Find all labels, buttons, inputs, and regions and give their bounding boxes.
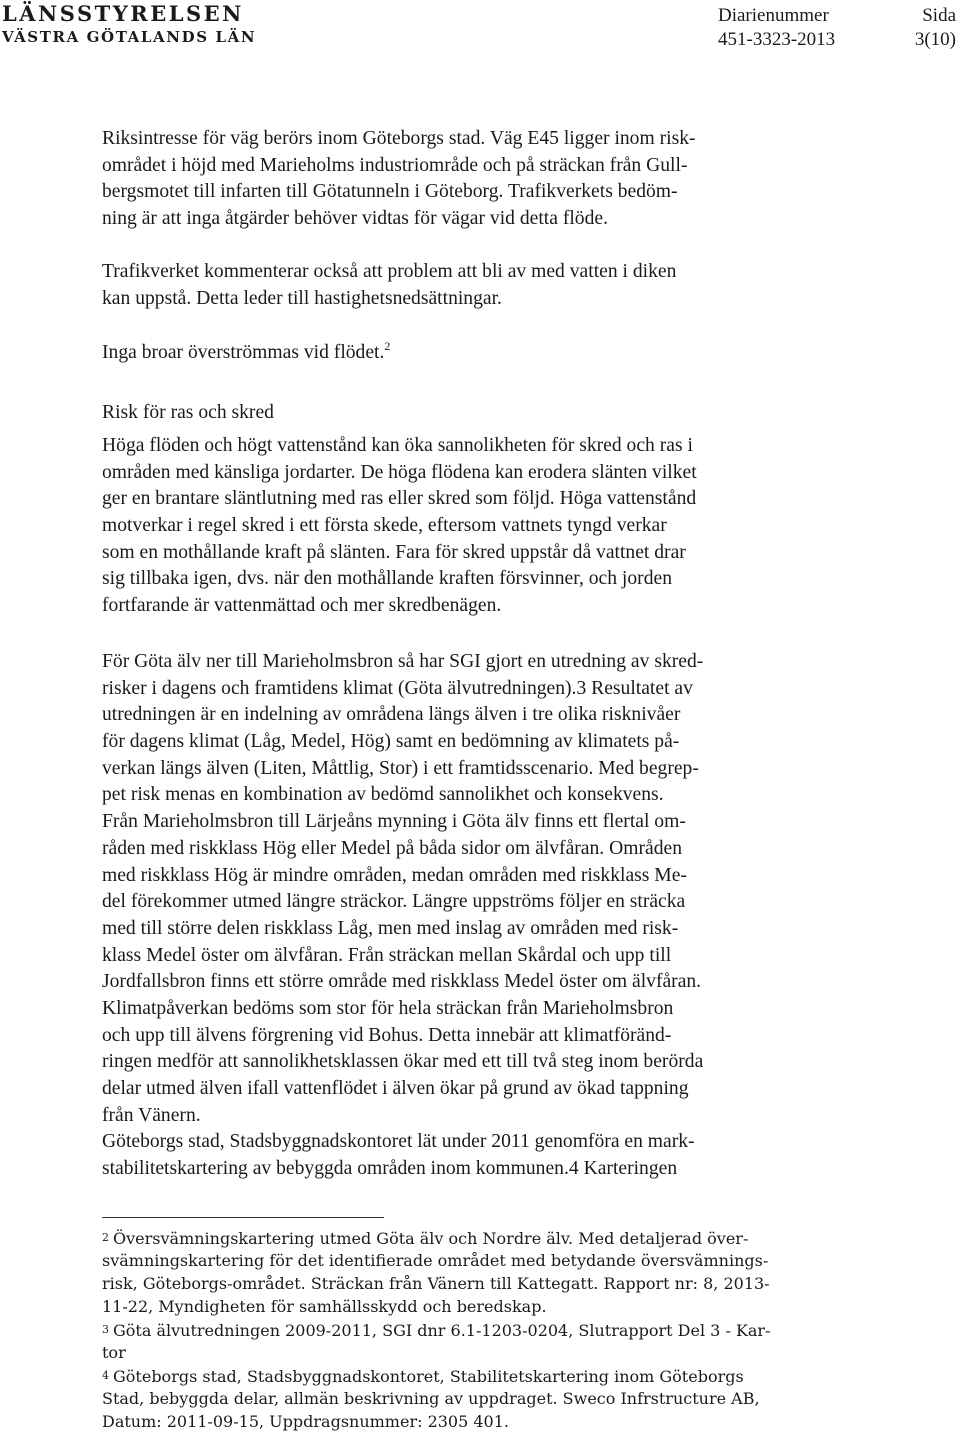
footnote-divider <box>102 1217 384 1218</box>
footnotes <box>102 1226 922 1433</box>
text-line: verkan längs älven (Liten, Måttlig, Stor) i ett framtidsscenario. Med begrep- <box>102 757 699 779</box>
page-number-block <box>915 4 956 52</box>
footnote-text: risk, Göteborgs-området. Sträckan från Vänern till Kattegatt. Rapport nr: 8, 2013- <box>102 1274 770 1293</box>
text-line: kan uppstå. Detta leder till hastighetsnedsättningar. <box>102 287 502 309</box>
text-line: utredningen är en indelning av områdena längs älven i tre olika risknivåer <box>102 704 681 726</box>
footnote-2 <box>102 1226 922 1318</box>
org-name: LÄNSSTYRELSEN <box>2 1 244 26</box>
text-line: ger en brantare släntlutning med ras eller skred som följd. Höga vattenstånd <box>102 488 697 510</box>
footnote-text: 11-22, Myndigheten för samhällsskydd och beredskap. <box>102 1297 547 1316</box>
text-line: klass Medel öster om älvfåran. Från sträckan mellan Skårdal och upp till <box>102 944 672 966</box>
footnote-number: 2 <box>102 1231 109 1244</box>
diarienummer-label: Diarienummer <box>718 5 829 26</box>
diarienummer-value: 451-3323-2013 <box>718 29 836 50</box>
footnote-text: Översvämningskartering utmed Göta älv och Nordre älv. Med detaljerad över- <box>113 1229 749 1248</box>
section-heading <box>102 400 924 427</box>
diarienummer-block <box>718 4 835 52</box>
paragraph-landslide <box>102 433 924 620</box>
text-line: ning är att inga åtgärder behöver vidtas för vägar vid detta flöde. <box>102 208 608 230</box>
footnote-number: 3 <box>102 1323 109 1336</box>
footnote-text: svämningskartering för det identifierade området med betydande översvämnings- <box>102 1251 769 1270</box>
footnote-text: tor <box>102 1343 126 1362</box>
paragraph-bridges <box>102 340 924 367</box>
footnote-4 <box>102 1364 922 1433</box>
org-region: VÄSTRA GÖTALANDS LÄN <box>2 28 257 46</box>
text-line: Från Marieholmsbron till Lärjeåns mynning i Göta älv finns ett flertal om- <box>102 811 686 833</box>
footnote-text: Stad, bebyggda delar, allmän beskrivning av uppdraget. Sweco Infrstructure AB, <box>102 1389 760 1408</box>
organization-logo <box>2 2 256 48</box>
text-line: Göteborgs stad, Stadsbyggnadskontoret lät under 2011 genomföra en mark- <box>102 1131 695 1153</box>
text-line: och upp till älvens förgrening vid Bohus. Detta innebär att klimatföränd- <box>102 1024 672 1046</box>
text-line: för dagens klimat (Låg, Medel, Hög) samt en bedömning av klimatets på- <box>102 731 680 753</box>
text-line: med till större delen riskklass Låg, men med inslag av områden med risk- <box>102 917 679 939</box>
footnote-text: Göta älvutredningen 2009-2011, SGI dnr 6.1-1203-0204, Slutrapport Del 3 - Kar- <box>113 1321 771 1340</box>
paragraph-road-interest <box>102 126 924 233</box>
footnote-number: 4 <box>102 1369 109 1382</box>
footnote-text: Göteborgs stad, Stadsbyggnadskontoret, Stabilitetskartering inom Göteborgs <box>113 1367 744 1386</box>
text-line: stabilitetskartering av bebyggda områden inom kommunen.4 Karteringen <box>102 1158 678 1180</box>
text-line: råden med riskklass Hög eller Medel på båda sidor om älvfåran. Områden <box>102 837 682 859</box>
text-line: områden med känsliga jordarter. De höga flödena kan erodera slänten vilket <box>102 461 697 483</box>
text-line: området i höjd med Marieholms industriområde och på sträckan från Gull- <box>102 154 688 176</box>
text-line: med riskklass Hög är mindre områden, medan områden med riskklass Me- <box>102 864 687 886</box>
text-line: del förekommer utmed längre sträckor. Längre uppströms följer en sträcka <box>102 891 686 913</box>
text-line: sig tillbaka igen, dvs. när den mothållande kraften försvinner, och jorden <box>102 568 672 590</box>
text-line: fortfarande är vattenmättad och mer skredbenägen. <box>102 595 502 617</box>
paragraph-gota-alv <box>102 649 924 1183</box>
text-line: Inga broar överströmmas vid flödet. <box>102 342 385 363</box>
footnote-text: Datum: 2011-09-15, Uppdragsnummer: 2305 401. <box>102 1412 509 1431</box>
text-line: från Vänern. <box>102 1104 201 1126</box>
text-line: delar utmed älven ifall vattenflödet i älven ökar på grund av ökad tappning <box>102 1078 689 1099</box>
page-label: Sida <box>922 5 956 26</box>
text-line: Trafikverket kommenterar också att problem att bli av med vatten i diken <box>102 261 677 282</box>
text-line: Jordfallsbron finns ett större område med riskklass Medel öster om älvfåran. <box>102 971 702 993</box>
footnote-ref-2: 2 <box>384 339 391 353</box>
text-line: pet risk menas en kombination av bedömd sannolikhet och konsekvens. <box>102 784 664 806</box>
text-line: bergsmotet till infarten till Götatunneln i Göteborg. Trafikverkets bedöm- <box>102 181 678 203</box>
text-line: motverkar i regel skred i ett första skede, eftersom vattnets tyngd verkar <box>102 515 667 537</box>
text-line: ringen medför att sannolikhetsklassen ökar med ett till två steg inom berörda <box>102 1051 704 1073</box>
text-line: som en mothållande kraft på slänten. Fara för skred uppstår då vattnet drar <box>102 541 686 563</box>
text-line: För Göta älv ner till Marieholmsbron så har SGI gjort en utredning av skred- <box>102 651 704 672</box>
text-line: Riksintresse för väg berörs inom Göteborgs stad. Väg E45 ligger inom risk- <box>102 128 696 149</box>
text-line: Höga flöden och högt vattenstånd kan öka sannolikheten för skred och ras i <box>102 435 693 456</box>
footnote-3 <box>102 1318 922 1364</box>
text-line: Klimatpåverkan bedöms som stor för hela sträckan från Marieholmsbron <box>102 997 674 1019</box>
page-number: 3(10) <box>914 29 956 50</box>
text-line: risker i dagens och framtidens klimat (Göta älvutredningen).3 Resultatet av <box>102 677 693 699</box>
heading-landslide-risk: Risk för ras och skred <box>102 402 274 423</box>
paragraph-ditch-water <box>102 259 924 312</box>
